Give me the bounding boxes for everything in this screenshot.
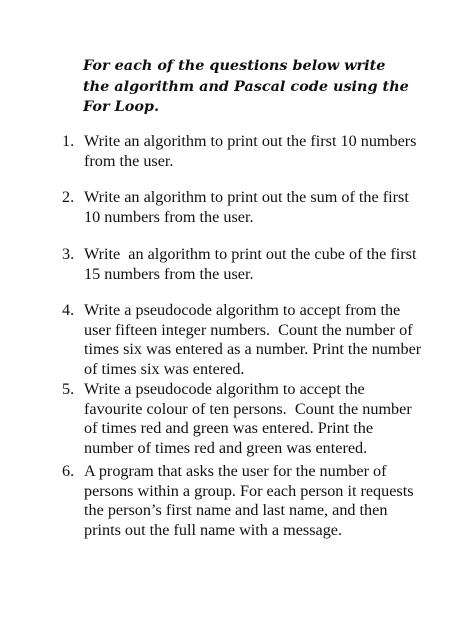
question-number: 6.	[62, 462, 75, 480]
question-2	[62, 188, 422, 227]
question-4	[62, 301, 426, 379]
question-text: Write an algorithm to print out the sum of the first 10 numbers from the user.	[84, 188, 413, 226]
question-6	[62, 462, 422, 540]
question-1	[62, 132, 422, 171]
question-number: 3.	[62, 245, 75, 263]
question-text: Write a pseudocode algorithm to accept from the user fifteen integer numbers. Count the number of times six was entered as a number. Print the number of times six was entered.	[84, 301, 426, 378]
question-text: Write a pseudocode algorithm to accept the favourite colour of ten persons. Count the number of times red and green was entered. Print the number of times red and green was entered.	[84, 380, 416, 457]
question-text: Write an algorithm to print out the first 10 numbers from the user.	[84, 132, 421, 170]
question-number: 2.	[62, 188, 75, 206]
instructions-heading: For each of the questions below write the algorithm and Pascal code using the For Loop.	[83, 57, 409, 115]
question-number: 5.	[62, 380, 75, 398]
question-number: 1.	[62, 132, 75, 150]
question-5	[62, 380, 422, 458]
question-text: A program that asks the user for the number of persons within a group. For each person it requests the person’s first name and last name, and then prints out the full name with a message.	[84, 462, 418, 539]
question-number: 4.	[62, 301, 75, 319]
question-text: Write an algorithm to print out the cube of the first 15 numbers from the user.	[84, 245, 421, 283]
question-3	[62, 245, 422, 284]
